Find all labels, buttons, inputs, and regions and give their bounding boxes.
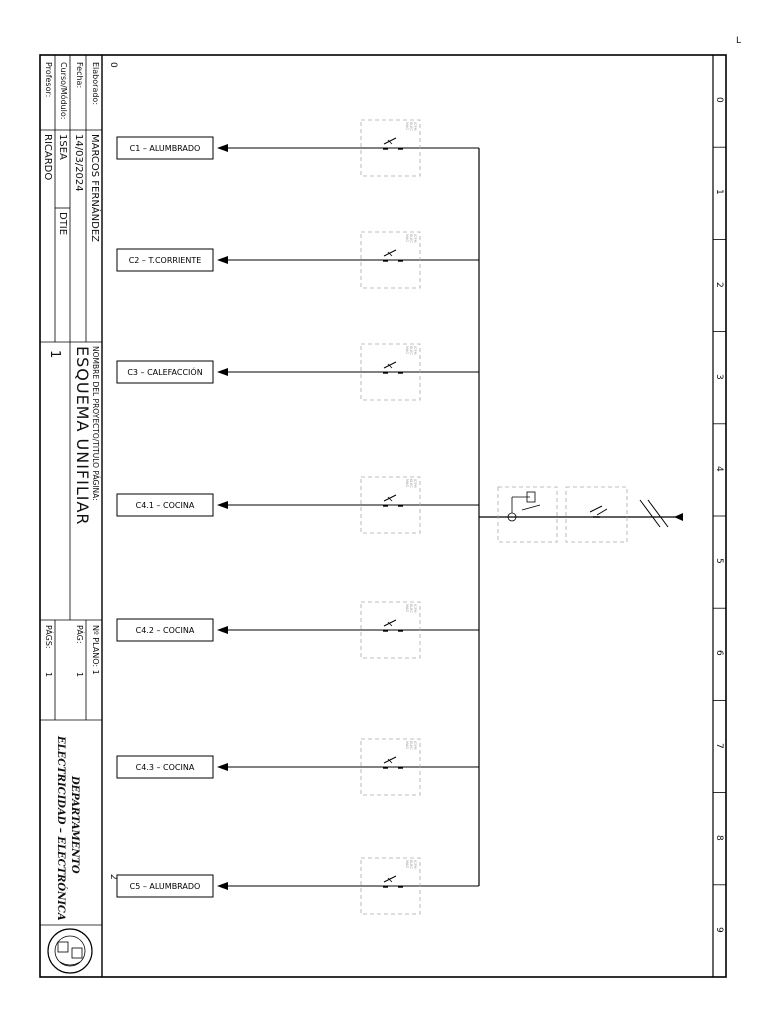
frame-letter-bottom: 2 bbox=[108, 874, 118, 880]
department-line-2: ELECTRICIDAD – ELECTRÓNICA bbox=[55, 736, 66, 921]
breaker-caption: ICPM bbox=[413, 860, 417, 869]
breaker-caption: MAG bbox=[405, 741, 409, 750]
field-value-curso: 1SEA bbox=[57, 134, 68, 160]
field-value-fecha: 14/03/2024 bbox=[73, 134, 84, 192]
column-number: 9 bbox=[714, 926, 724, 933]
pags-label: PÁGS: bbox=[44, 625, 53, 649]
breaker-caption: ELEC bbox=[409, 604, 413, 613]
circuit-label: C4.3 – COCINA bbox=[135, 763, 195, 772]
breaker-caption: ELEC bbox=[409, 234, 413, 243]
circuit-branch bbox=[117, 120, 479, 176]
pags-value: 1 bbox=[44, 672, 53, 678]
breaker-caption: ICPM bbox=[413, 122, 417, 131]
breaker-caption: ELEC bbox=[409, 860, 413, 869]
circuit-label: C2 – T.CORRIENTE bbox=[128, 256, 202, 265]
circuit-label: C3 – CALEFACCIÓN bbox=[127, 368, 203, 377]
column-number: 2 bbox=[714, 281, 724, 288]
project-title: ESQUEMA UNIFILIAR bbox=[73, 346, 92, 526]
breaker-caption: ICPM bbox=[413, 346, 417, 355]
breaker-caption: MAG bbox=[405, 122, 409, 131]
column-number: 6 bbox=[714, 650, 724, 657]
column-number: 5 bbox=[714, 558, 724, 564]
breaker-caption: ELEC bbox=[409, 122, 413, 131]
field-value-elaborado: MARCOS FERNÁNDEZ bbox=[89, 134, 100, 242]
breaker-contact bbox=[384, 757, 396, 763]
arrow-head bbox=[217, 256, 228, 264]
arrow-head bbox=[217, 144, 228, 152]
column-number: 3 bbox=[714, 373, 724, 380]
breaker-caption: MAG bbox=[405, 860, 409, 869]
circuit-branch bbox=[117, 344, 479, 400]
corner-mark: L bbox=[736, 36, 742, 46]
breaker-caption: ELEC bbox=[409, 741, 413, 750]
breaker-contact bbox=[384, 495, 396, 501]
department-line-1: DEPARTAMENTO bbox=[69, 776, 80, 874]
field-label-profesor: Profesor: bbox=[44, 62, 53, 98]
number-strip-ticks bbox=[713, 147, 726, 885]
field-value-profesor: RICARDO bbox=[42, 134, 53, 181]
breaker-caption: ELEC bbox=[409, 479, 413, 488]
column-number: 8 bbox=[714, 834, 724, 841]
breaker-caption: ICPM bbox=[413, 604, 417, 613]
breaker-caption: ICPM bbox=[413, 741, 417, 750]
field-extra-curso: DTIE bbox=[57, 212, 68, 236]
field-label-curso: Curso/Módulo: bbox=[59, 62, 68, 120]
breaker-caption: MAG bbox=[405, 604, 409, 613]
breaker-contact bbox=[384, 876, 396, 882]
circuit-branch bbox=[117, 232, 479, 288]
field-label-fecha: Fecha: bbox=[75, 62, 84, 89]
circuit-label: C5 – ALUMBRADO bbox=[129, 882, 201, 891]
circuit-label: C4.1 – COCINA bbox=[135, 501, 195, 510]
column-number: 4 bbox=[714, 465, 724, 472]
breaker-caption: MAG bbox=[405, 234, 409, 243]
school-emblem bbox=[48, 929, 92, 973]
circuit-label: C4.2 – COCINA bbox=[135, 626, 195, 635]
incoming-feeder bbox=[479, 487, 683, 542]
column-number: 1 bbox=[714, 189, 724, 196]
breaker-contact bbox=[384, 250, 396, 256]
column-number: 7 bbox=[714, 742, 724, 749]
frame-letter-top: 0 bbox=[108, 62, 118, 68]
column-number: 0 bbox=[714, 97, 724, 103]
arrow-head bbox=[217, 368, 228, 376]
circuit-branch bbox=[117, 858, 479, 914]
circuit-branch bbox=[117, 739, 479, 795]
project-label: NOMBRE DEL PROYECTO/TITULO PÁGINA: bbox=[91, 346, 100, 501]
breaker-caption: MAG bbox=[405, 479, 409, 488]
breaker-contact bbox=[384, 620, 396, 626]
arrow-head bbox=[217, 501, 228, 509]
plano-label: Nº PLANO: 1 bbox=[91, 625, 100, 675]
circuit-layer bbox=[117, 120, 479, 914]
breaker-contact bbox=[384, 362, 396, 368]
pag-value: 1 bbox=[75, 672, 84, 678]
circuit-branch bbox=[117, 602, 479, 658]
pag-label: PÁG: bbox=[75, 625, 84, 644]
circuit-branch bbox=[117, 477, 479, 533]
arrow-head bbox=[217, 882, 228, 890]
field-label-elaborado: Elaborado: bbox=[91, 62, 100, 106]
arrow-head bbox=[217, 626, 228, 634]
breaker-caption: ELEC bbox=[409, 346, 413, 355]
breaker-caption: ICPM bbox=[413, 479, 417, 488]
sheet-number: 1 bbox=[47, 350, 62, 359]
arrow-head bbox=[217, 763, 228, 771]
breaker-contact bbox=[384, 138, 396, 144]
breaker-caption: MAG bbox=[405, 346, 409, 355]
circuit-label: C1 – ALUMBRADO bbox=[129, 144, 201, 153]
breaker-caption: ICPM bbox=[413, 234, 417, 243]
